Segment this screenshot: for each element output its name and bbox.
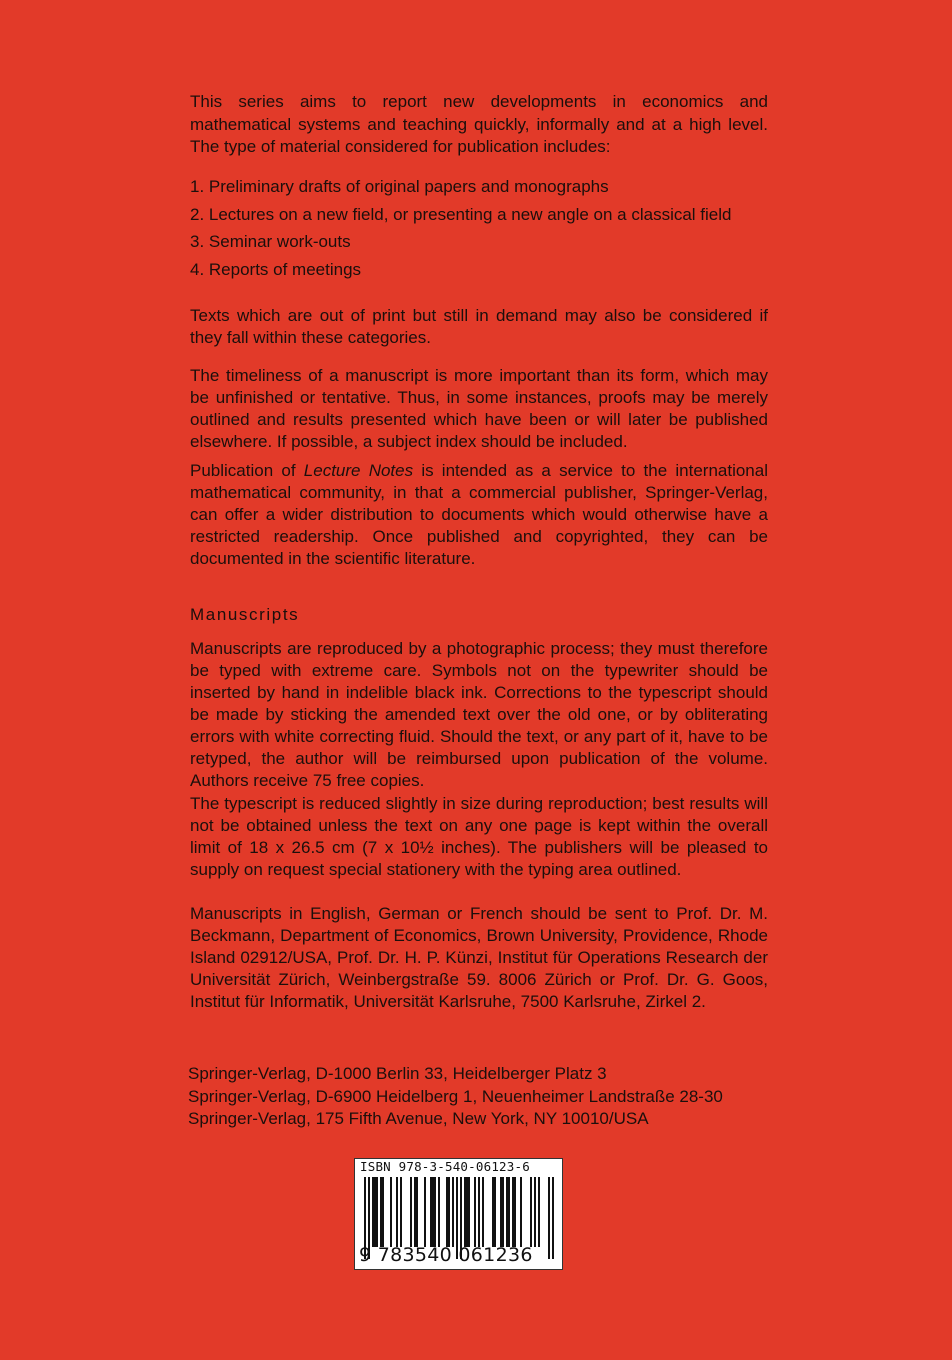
series-description: This series aims to report new developments in economics and mathematical systems and teaching quickly, informally and at a high level. The type of material considered for publication includes: (190, 92, 768, 156)
barcode-bar (416, 1177, 418, 1247)
barcode-bar (410, 1177, 412, 1247)
isbn-label: ISBN 978-3-540-06123-6 (360, 1159, 530, 1174)
list-item: 1. Preliminary drafts of original papers and monographs (190, 177, 609, 196)
barcode-bar (374, 1177, 376, 1247)
barcode-bar (382, 1177, 384, 1247)
barcode-bar (508, 1177, 510, 1247)
barcode-bar (400, 1177, 402, 1247)
manuscripts-heading: Manuscripts (190, 605, 300, 624)
barcode-bar (468, 1177, 470, 1247)
barcode-bar (506, 1177, 508, 1247)
list-item: 2. Lectures on a new field, or presenting a new angle on a classical field (190, 205, 732, 224)
barcode-bar (478, 1177, 480, 1247)
list-item: 4. Reports of meetings (190, 260, 362, 279)
barcode-guard-bar (548, 1177, 550, 1259)
barcode-bar (380, 1177, 382, 1247)
barcode-bar (414, 1177, 416, 1247)
address-heidelberg: Springer-Verlag, D-6900 Heidelberg 1, Neuenheimer Landstraße 28-30 (188, 1087, 723, 1106)
out-of-print-paragraph: Texts which are out of print but still in demand may also be considered if they fall within these categories. (190, 306, 768, 347)
barcode-bar (430, 1177, 432, 1247)
barcode-bar (500, 1177, 502, 1247)
barcode-bar (464, 1177, 466, 1247)
barcode-bar (448, 1177, 450, 1247)
barcode-bar (492, 1177, 494, 1247)
barcode-bar (434, 1177, 436, 1247)
barcode-digits: 9 783540 061236 (359, 1244, 533, 1266)
barcode-bar (452, 1177, 454, 1247)
barcode-bar (512, 1177, 514, 1247)
publication-suffix: is intended as a service to the international mathematical community, in that a commercial publisher, Springer-Verlag, can offer a wider distribution to documents which would otherwise have a restricted readership. Once published and copyrighted, they can be documented in the scientific literature. (190, 461, 768, 568)
barcode-bar (474, 1177, 476, 1247)
publication-prefix: Publication of (190, 461, 304, 480)
address-berlin: Springer-Verlag, D-1000 Berlin 33, Heidelberger Platz 3 (188, 1064, 607, 1083)
barcode-bar (446, 1177, 448, 1247)
manuscripts-size-paragraph: The typescript is reduced slightly in size during reproduction; best results will not be obtained unless the text on any one page is kept within the overall limit of 18 x 26.5 cm (7 x 10½ inches). The publishers will be pleased to supply on request special stationery with the typing area outlined. (190, 794, 768, 879)
barcode-bar (424, 1177, 426, 1247)
barcode-bar (502, 1177, 504, 1247)
series-name: Lecture Notes (303, 461, 414, 480)
barcode-bar (396, 1177, 398, 1247)
barcode-bar (534, 1177, 536, 1247)
barcode-bar (538, 1177, 540, 1247)
barcode-bar (494, 1177, 496, 1247)
barcode-bar (372, 1177, 374, 1247)
barcode-bar (520, 1177, 522, 1247)
manuscripts-submission-paragraph: Manuscripts in English, German or French should be sent to Prof. Dr. M. Beckmann, Department of Economics, Brown University, Providence, Rhode Island 02912/USA, Prof. Dr. H. P. Künzi, Institut für Operations Research der Universität Zürich, Weinbergstraße 59. 8006 Zürich or Prof. Dr. G. Goos, Institut für Informatik, Universität Karlsruhe, 7500 Karlsruhe, Zirkel 2. (190, 904, 768, 1011)
barcode-bar (466, 1177, 468, 1247)
timeliness-paragraph: The timeliness of a manuscript is more important than its form, which may be unfinished or tentative. Thus, in some instances, proofs may be merely outlined and results presented which have been or will later be published elsewhere. If possible, a subject index should be included. (190, 366, 768, 451)
manuscripts-reproduction-paragraph: Manuscripts are reproduced by a photographic process; they must therefore be typed with extreme care. Symbols not on the typewriter should be inserted by hand in indelible black ink. Corrections to the typescript should be made by sticking the amended text over the old one, or by obliterating errors with white correcting fluid. Should the text, or any part of it, have to be retyped, the author will be reimbursed upon publication of the volume. Authors receive 75 free copies. (190, 639, 768, 790)
address-new-york: Springer-Verlag, 175 Fifth Avenue, New York, NY 10010/USA (188, 1109, 649, 1128)
barcode-bar (482, 1177, 484, 1247)
barcode-bar (376, 1177, 378, 1247)
barcode-bar (530, 1177, 532, 1247)
list-item: 3. Seminar work-outs (190, 232, 351, 251)
barcode-guard-bar (552, 1177, 554, 1259)
publication-paragraph (190, 460, 768, 570)
barcode-bar (438, 1177, 440, 1247)
barcode-bar (514, 1177, 516, 1247)
barcode-bar (390, 1177, 392, 1247)
barcode-bar (432, 1177, 434, 1247)
isbn-barcode (354, 1158, 563, 1270)
